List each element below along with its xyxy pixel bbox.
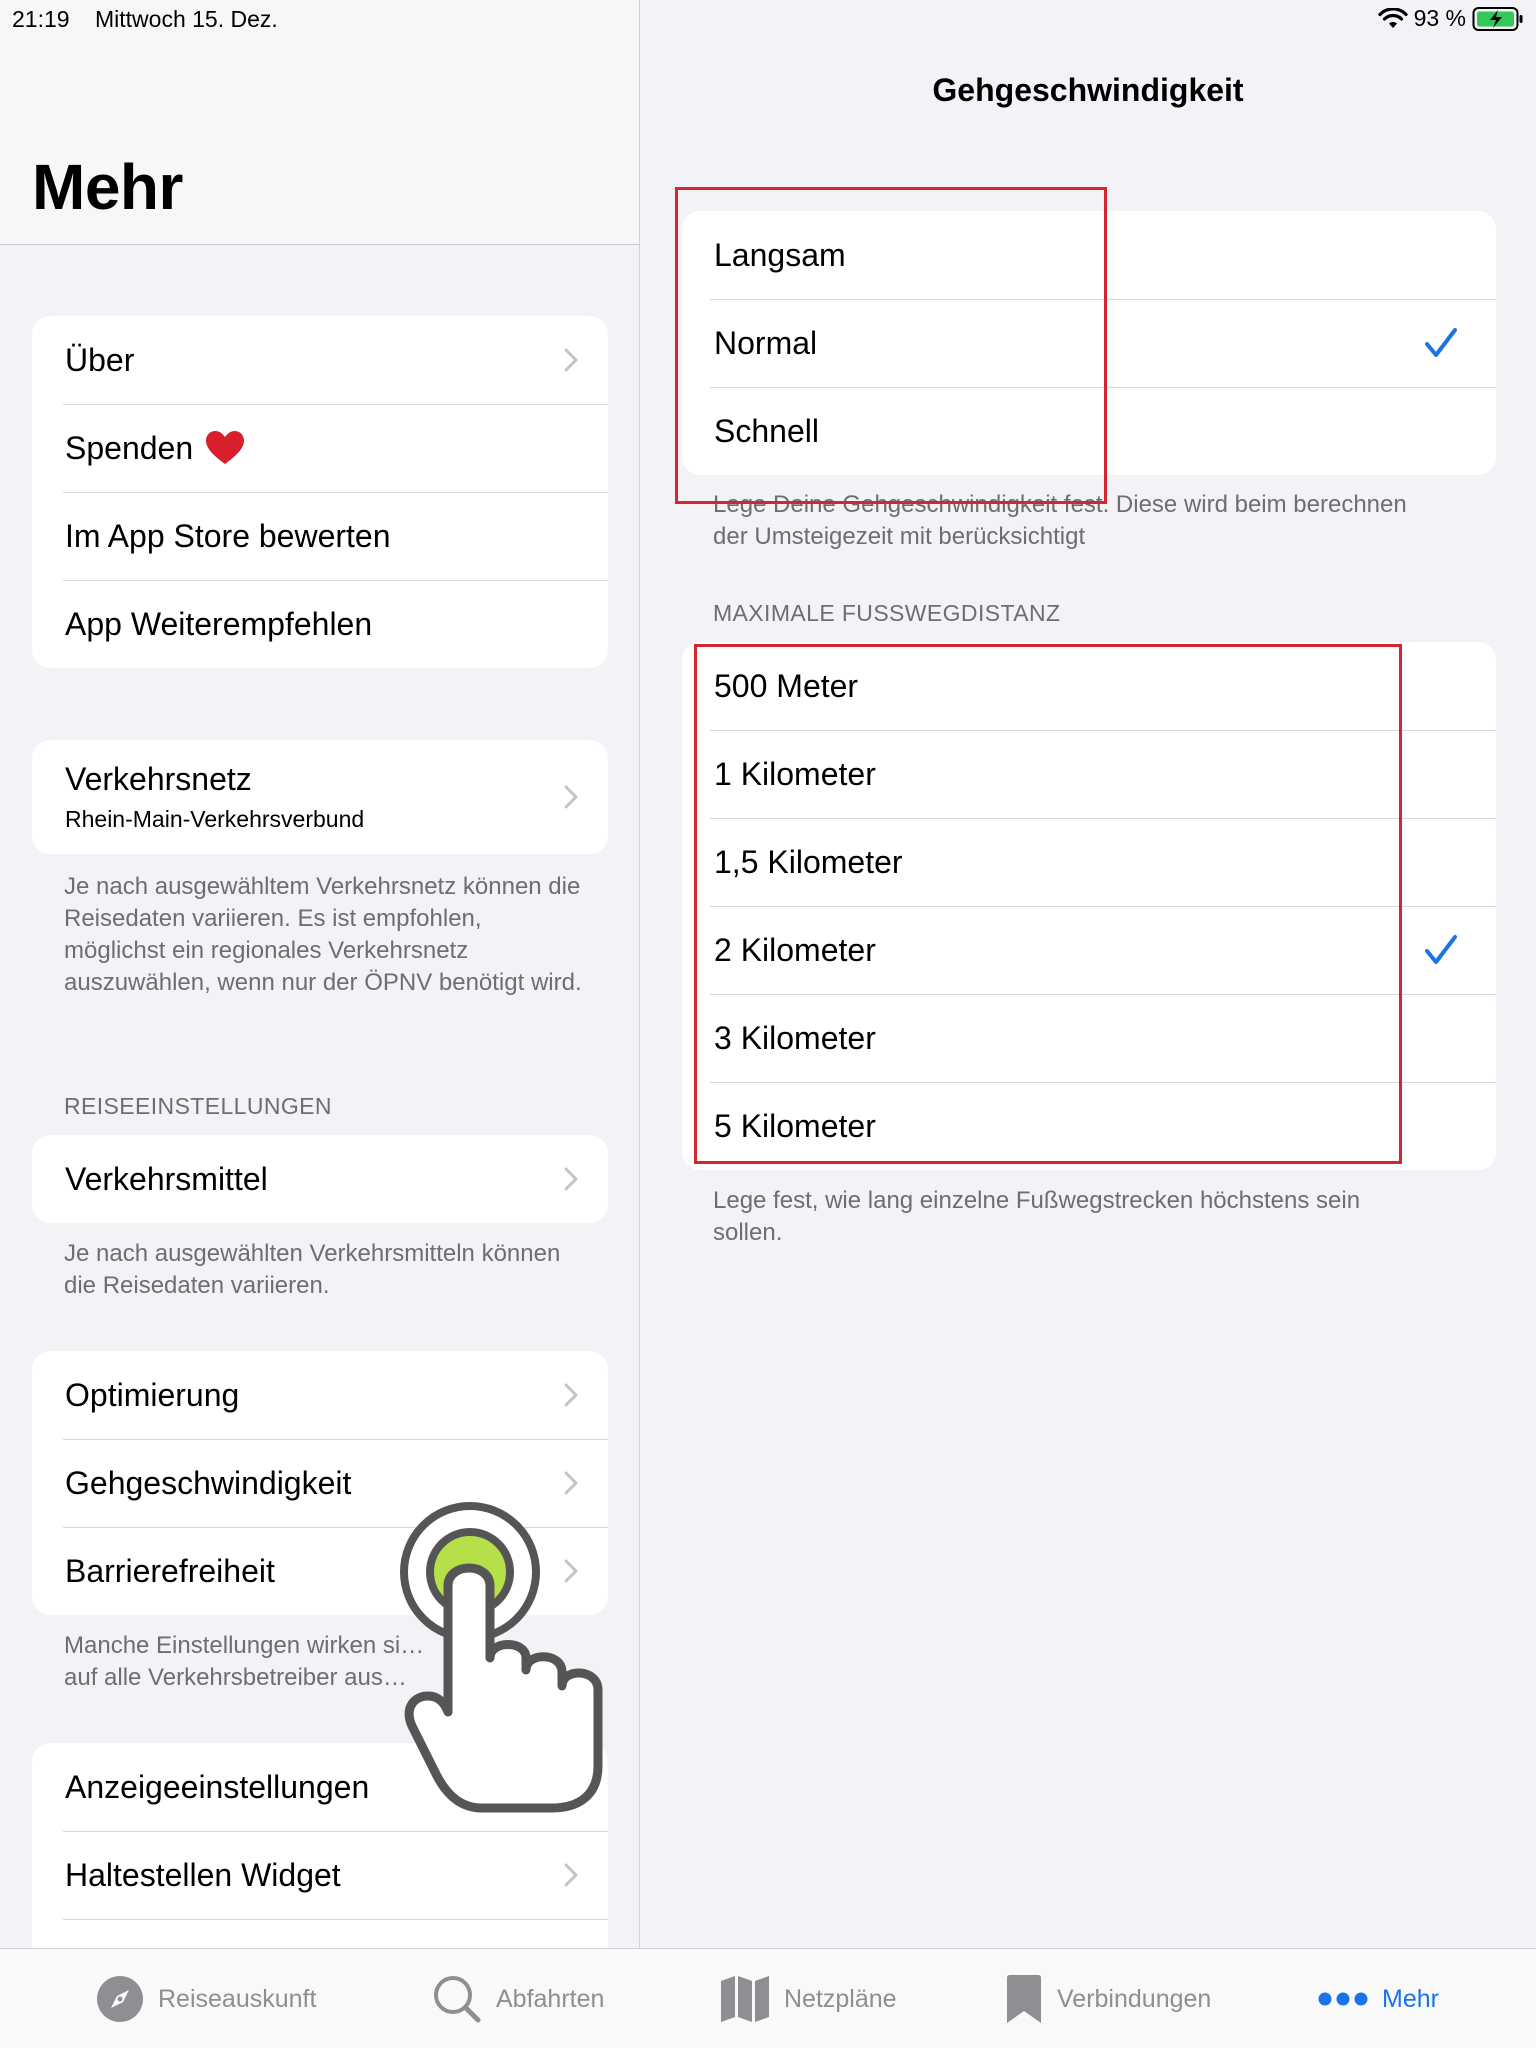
sidebar-item-more[interactable] — [32, 1919, 608, 1948]
status-time: 21:19 — [12, 6, 70, 32]
chevron-right-icon — [562, 1381, 580, 1409]
map-icon — [720, 1975, 770, 2023]
tab-verbindungen[interactable] — [1005, 1971, 1211, 2027]
distance-header: MAXIMALE FUSSWEGDISTANZ — [713, 600, 1061, 626]
option-label: Langsam — [714, 236, 846, 273]
battery-percentage: 93 % — [1413, 5, 1466, 31]
detail-title: Gehgeschwindigkeit — [932, 72, 1244, 108]
chevron-right-icon — [562, 1861, 580, 1889]
sidebar-item-label: Anzeigeeinstellungen — [65, 1768, 370, 1805]
sidebar-item-widget[interactable] — [32, 1831, 608, 1919]
checkmark-icon — [1424, 933, 1458, 967]
sidebar-item-label: Haltestellen Widget — [65, 1856, 341, 1893]
sidebar-item-label: Optimierung — [65, 1376, 240, 1413]
tab-label: Mehr — [1382, 1984, 1439, 2013]
battery-charging-icon — [1472, 6, 1524, 32]
distance-footer: Lege fest, wie lang einzelne Fußwegstrecken höchstens sein sollen. — [713, 1187, 1361, 1246]
more-dots-icon — [1318, 1991, 1368, 2007]
sidebar-item-label: Barrierefreiheit — [65, 1552, 275, 1589]
sidebar-item-label: Gehgeschwindigkeit — [65, 1464, 352, 1501]
distance-highlight-box — [694, 644, 1402, 1164]
network-value: Rhein-Main-Verkehrsverbund — [65, 806, 365, 832]
chevron-right-icon — [562, 1165, 580, 1193]
compass-icon — [96, 1975, 144, 2023]
wifi-icon — [1378, 8, 1408, 30]
sidebar-item-spenden[interactable] — [32, 404, 608, 492]
sidebar-item-appstore[interactable] — [32, 492, 608, 580]
chevron-right-icon — [562, 346, 580, 374]
heart-icon — [205, 430, 245, 466]
option-label: 5 Kilometer — [714, 1107, 876, 1144]
sidebar-item-label: Spenden — [65, 429, 194, 466]
option-label: Normal — [714, 324, 818, 361]
tab-netzplaene[interactable] — [720, 1971, 897, 2027]
info-group — [32, 316, 608, 668]
status-indicators — [1378, 5, 1524, 32]
tab-abfahrten[interactable] — [432, 1971, 604, 2027]
tab-label: Verbindungen — [1057, 1984, 1212, 2013]
tab-label: Abfahrten — [496, 1984, 605, 2013]
sidebar-item-label: Verkehrsnetz — [65, 761, 252, 797]
option-label: 2 Kilometer — [714, 931, 876, 968]
status-date: Mittwoch 15. Dez. — [95, 6, 278, 32]
network-group — [32, 740, 608, 854]
sidebar-item-ueber[interactable] — [32, 316, 608, 404]
sidebar-item-label: Über — [65, 341, 135, 378]
sidebar-item-network[interactable] — [32, 740, 608, 854]
sidebar-item-label: App Weiterempfehlen — [65, 605, 373, 642]
tab-reiseauskunft[interactable] — [96, 1971, 316, 2027]
transport-footer: Je nach ausgewählten Verkehrsmitteln können die Reisedaten variieren. — [64, 1240, 561, 1299]
tap-hand-icon — [390, 1490, 640, 1820]
chevron-right-icon — [562, 783, 580, 811]
bookmark-icon — [1005, 1974, 1043, 2024]
tab-bar — [0, 1948, 1536, 2048]
options-footer: Manche Einstellungen wirken si… auf alle Verkehrsbetreiber aus… — [64, 1632, 425, 1691]
sidebar-item-transport[interactable] — [32, 1135, 608, 1223]
option-label: 3 Kilometer — [714, 1019, 876, 1056]
speed-footer: Lege Deine Gehgeschwindigkeit fest. Diese wird beim berechnen der Umsteigezeit mit berücksichtigt — [713, 491, 1407, 550]
sidebar-item-optimierung[interactable] — [32, 1351, 608, 1439]
status-bar — [0, 0, 1536, 40]
network-footer: Je nach ausgewähltem Verkehrsnetz können die Reisedaten variieren. Es ist empfohlen, möglichst ein regionales Verkehrsnetz auszuwählen, wenn nur der ÖPNV benötigt wird. — [64, 873, 582, 996]
checkmark-icon — [1424, 326, 1458, 360]
sidebar-item-label: Im App Store bewerten — [65, 517, 391, 554]
travel-settings-header: REISEEINSTELLUNGEN — [64, 1093, 332, 1119]
option-label: 500 Meter — [714, 667, 859, 704]
option-label: Schnell — [714, 412, 819, 449]
option-label: 1 Kilometer — [714, 755, 876, 792]
tab-label: Netzpläne — [784, 1984, 897, 2013]
option-label: 1,5 Kilometer — [714, 843, 903, 880]
speed-highlight-box — [675, 187, 1107, 504]
tab-mehr[interactable] — [1318, 1971, 1439, 2027]
transport-group — [32, 1135, 608, 1223]
tab-label: Reiseauskunft — [158, 1984, 317, 2013]
sidebar-item-recommend[interactable] — [32, 580, 608, 668]
sidebar-item-label: Verkehrsmittel — [65, 1160, 268, 1197]
page-title: Mehr — [32, 151, 183, 223]
search-icon — [432, 1974, 482, 2024]
